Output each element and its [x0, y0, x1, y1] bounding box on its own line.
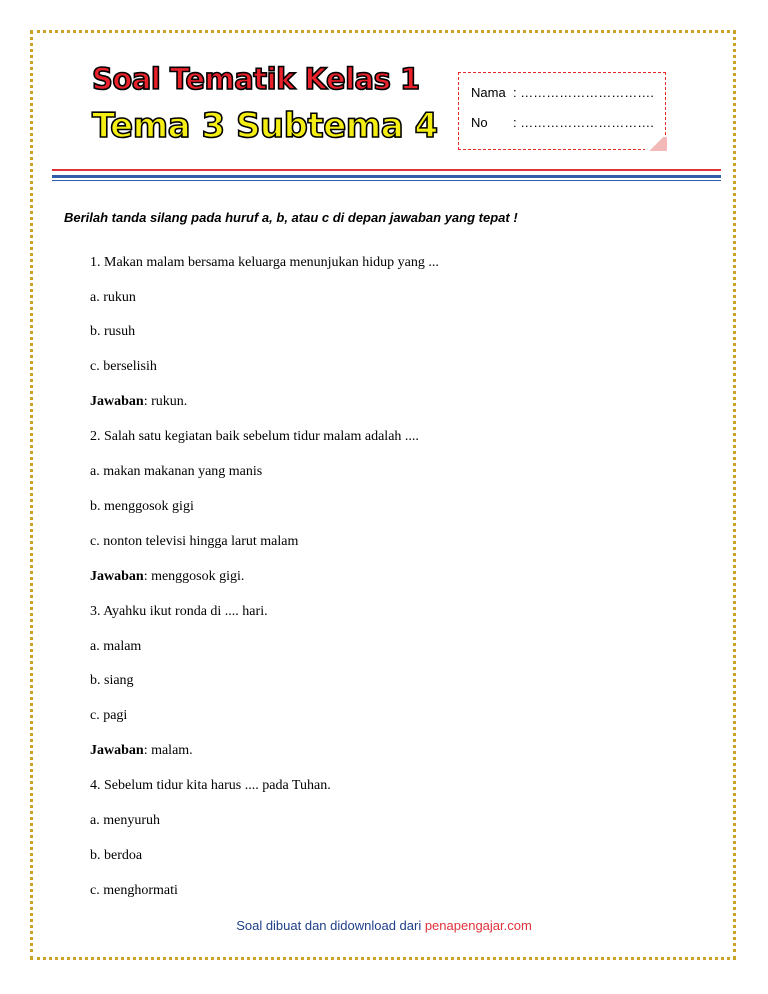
- option-1b: b. rusuh: [90, 324, 136, 339]
- header-rule-blue: [52, 175, 721, 178]
- question-2: 2. Salah satu kegiatan baik sebelum tidur malam adalah ....: [90, 429, 419, 444]
- name-row: [471, 85, 654, 100]
- option-2a: a. makan makanan yang manis: [90, 464, 263, 479]
- answer-label: Jawaban: [90, 394, 144, 409]
- answer-1: [90, 394, 187, 410]
- footer-text: Soal dibuat dan didownload dari: [236, 918, 425, 933]
- question-3: 3. Ayahku ikut ronda di .... hari.: [90, 604, 268, 619]
- option-2b: b. menggosok gigi: [90, 499, 194, 514]
- answer-text: : malam.: [143, 743, 193, 758]
- page-curl-corner: [645, 137, 667, 151]
- no-field[interactable]: : ………………………….: [513, 115, 654, 130]
- instruction: Berilah tanda silang pada huruf a, b, atau c di depan jawaban yang tepat !: [64, 210, 518, 225]
- question-1: 1. Makan malam bersama keluarga menunjukan hidup yang ...: [90, 255, 439, 270]
- question-4: 4. Sebelum tidur kita harus .... pada Tuhan.: [90, 778, 331, 793]
- option-4b: b. berdoa: [90, 848, 143, 863]
- option-4c: c. menghormati: [90, 883, 178, 898]
- answer-text: : menggosok gigi.: [143, 569, 245, 584]
- option-3a: a. malam: [90, 639, 142, 654]
- option-4a: a. menyuruh: [90, 813, 160, 828]
- option-3c: c. pagi: [90, 708, 128, 723]
- header-rule-red: [52, 169, 721, 171]
- title-line2: Tema 3 Subtema 4: [92, 106, 438, 146]
- no-row: [471, 115, 654, 130]
- option-2c: c. nonton televisi hingga larut malam: [90, 534, 299, 549]
- answer-text: : rukun.: [143, 394, 188, 409]
- name-field[interactable]: : ………………………….: [513, 85, 654, 100]
- name-label: Nama: [471, 85, 506, 100]
- footer-site-link[interactable]: penapengajar.com: [424, 918, 532, 933]
- header-rule-blue-thin: [52, 180, 721, 181]
- answer-label: Jawaban: [90, 569, 144, 584]
- no-label: No: [471, 115, 488, 130]
- title-line1: Soal Tematik Kelas 1: [92, 62, 420, 96]
- answer-label: Jawaban: [90, 743, 144, 758]
- option-1a: a. rukun: [90, 290, 136, 305]
- option-1c: c. berselisih: [90, 359, 157, 374]
- answer-2: [90, 569, 244, 585]
- answer-3: [90, 743, 193, 759]
- footer: [0, 918, 768, 933]
- option-3b: b. siang: [90, 673, 134, 688]
- name-box: [458, 72, 666, 150]
